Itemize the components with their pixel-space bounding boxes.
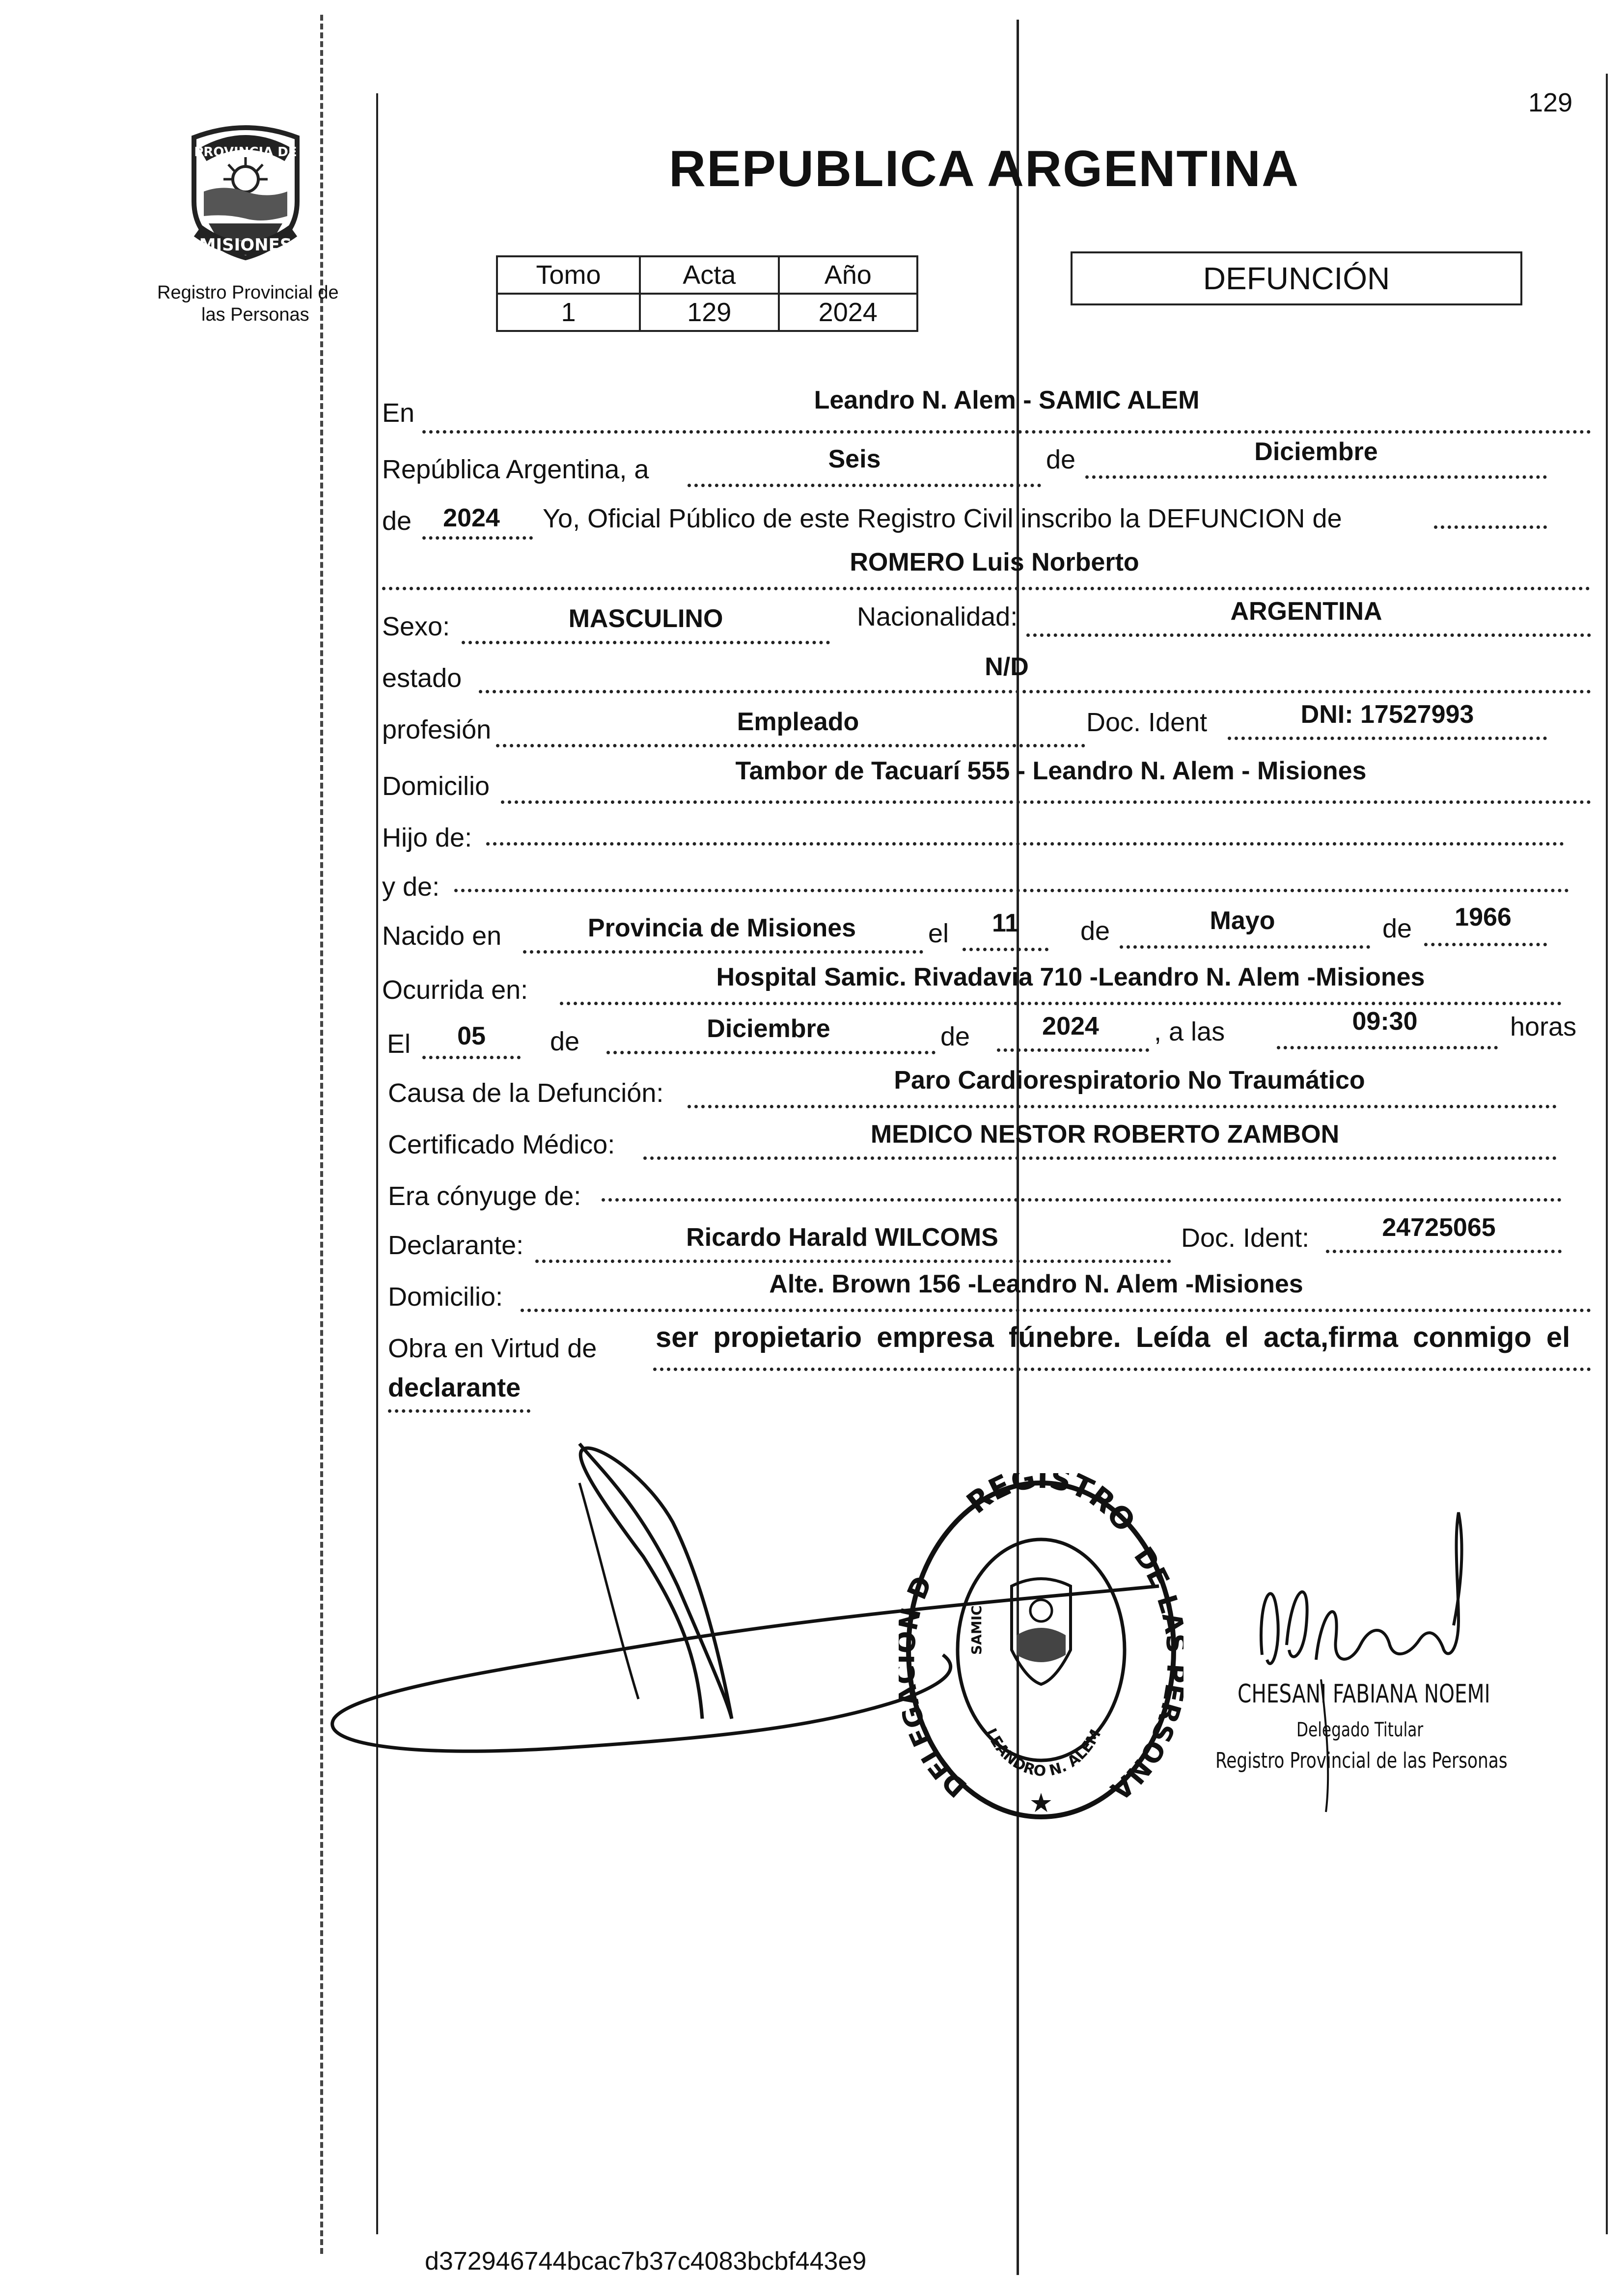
label-declarante: Declarante:: [388, 1231, 524, 1260]
table-header-tomo: Tomo: [497, 256, 640, 294]
line-dni: [1228, 737, 1547, 740]
line-declarante: [535, 1260, 1171, 1263]
label-estado: estado: [382, 663, 462, 693]
label-y-de: y de:: [382, 872, 440, 902]
value-declarante-doc: 24725065: [1382, 1213, 1496, 1242]
value-domicilio: Tambor de Tacuarí 555 - Leandro N. Alem - Misiones: [735, 757, 1367, 785]
line-nacionalidad: [1026, 633, 1591, 637]
value-nacionalidad: ARGENTINA: [1230, 597, 1382, 626]
country-title: REPUBLICA ARGENTINA: [669, 140, 1300, 197]
value-lugar: Leandro N. Alem - SAMIC ALEM: [814, 386, 1200, 414]
line-declarante-doc: [1326, 1250, 1562, 1253]
value-dia-letras: Seis: [828, 445, 881, 473]
form-left-border: [376, 93, 378, 2234]
value-nacido-mes: Mayo: [1210, 906, 1275, 935]
record-type: DEFUNCIÓN: [1203, 261, 1390, 296]
label-hijo-de: Hijo de:: [382, 823, 472, 852]
seal-text-inner-bottom: LEANDRO N. ALEM: [982, 1726, 1105, 1781]
seal-emblem-icon: [1012, 1579, 1071, 1684]
line-fallec-mes: [606, 1051, 936, 1054]
label-obra: Obra en Virtud de: [388, 1334, 597, 1363]
value-sexo: MASCULINO: [568, 604, 723, 633]
line-nacido-anio: [1424, 943, 1547, 946]
signatory-title: Delegado Titular: [1296, 1719, 1424, 1741]
line-nacido-mes: [1120, 945, 1370, 949]
table-value-tomo: 1: [497, 294, 640, 331]
line-nacido-dia: [963, 948, 1048, 951]
value-mes: Diciembre: [1254, 438, 1378, 466]
value-causa: Paro Cardiorespiratorio No Traumático: [894, 1066, 1365, 1095]
line-nombre: [382, 587, 1590, 590]
table-header-anio: Año: [779, 256, 918, 294]
label-ocurrida-en: Ocurrida en:: [382, 975, 528, 1005]
line-domicilio: [501, 800, 1591, 804]
svg-text:DELEGACIÓN DEL: [899, 1473, 973, 1804]
svg-text:LEANDRO N. ALEM: [982, 1726, 1104, 1780]
line-nacido-en: [523, 950, 923, 954]
label-horas: horas: [1510, 1012, 1577, 1042]
left-margin-rule: [320, 15, 323, 2254]
value-fallec-mes: Diciembre: [707, 1015, 830, 1043]
label-conyuge: Era cónyuge de:: [388, 1181, 581, 1211]
label-de-mes: de: [1046, 445, 1076, 474]
table-value-anio: 2024: [779, 294, 918, 331]
value-nacido-dia: 11: [992, 909, 1019, 937]
value-fallec-anio: 2024: [1042, 1012, 1099, 1041]
line-hijo-de: [486, 842, 1564, 846]
label-sexo: Sexo:: [382, 612, 450, 641]
footer-hash: d372946744bcac7b37c4083bcbf443e9: [425, 2247, 867, 2276]
label-profesion: profesión: [382, 715, 492, 744]
label-el: El: [387, 1029, 411, 1059]
label-domicilio-declarante: Domicilio:: [388, 1282, 503, 1312]
value-hora: 09:30: [1352, 1007, 1418, 1036]
value-obra-line2: declarante: [388, 1373, 521, 1402]
table-value-acta: 129: [640, 294, 778, 331]
line-domicilio-declarante: [521, 1309, 1591, 1312]
signatory-name: CHESANI FABIANA NOEMI: [1238, 1679, 1490, 1709]
line-fallec-anio: [997, 1048, 1149, 1052]
line-mes: [1085, 475, 1547, 479]
line-conyuge: [602, 1198, 1562, 1202]
line-dia: [688, 484, 1041, 487]
line-certificado: [643, 1156, 1557, 1160]
line-anio: [422, 536, 533, 540]
label-de-anio: de: [382, 506, 412, 536]
label-causa: Causa de la Defunción:: [388, 1078, 664, 1108]
label-yo-oficial: Yo, Oficial Público de este Registro Civil inscribo la DEFUNCION de: [543, 504, 1342, 533]
label-declarante-doc: Doc. Ident:: [1181, 1223, 1310, 1253]
label-certificado: Certificado Médico:: [388, 1130, 615, 1159]
value-anio: 2024: [443, 504, 500, 532]
value-dni: DNI: 17527993: [1300, 700, 1474, 729]
label-nacionalidad: Nacionalidad:: [857, 602, 1018, 631]
value-declarante: Ricardo Harald WILCOMS: [686, 1223, 998, 1252]
line-obra-2: [388, 1409, 530, 1413]
record-table: [496, 255, 918, 332]
line-profesion: [496, 744, 1085, 747]
value-certificado: MEDICO NESTOR ROBERTO ZAMBON: [870, 1120, 1340, 1149]
record-table-value-row: [497, 294, 917, 331]
value-obra-line1: ser propietario empresa fúnebre. Leída el acta,firma conmigo el: [656, 1321, 1570, 1353]
line-after-defuncion: [1434, 525, 1547, 529]
value-profesion: Empleado: [737, 708, 859, 736]
svg-text:PROVINCIA DE: PROVINCIA DE: [194, 145, 297, 160]
page-number: 129: [1528, 88, 1573, 117]
label-nacido-en: Nacido en: [382, 921, 502, 951]
label-domicilio: Domicilio: [382, 771, 490, 801]
value-nacido-anio: 1966: [1455, 903, 1512, 932]
official-seal: [899, 1473, 1184, 1827]
label-fallec-de-anio: de: [940, 1022, 970, 1051]
seal-text-top: REGISTRO: [960, 1473, 1142, 1539]
line-en: [422, 430, 1591, 434]
record-table-header-row: [497, 256, 917, 294]
seal-star-icon: ★: [1029, 1788, 1053, 1818]
line-sexo: [462, 641, 830, 644]
line-y-de: [454, 889, 1569, 892]
seal-text-inner-left: SAMIC: [968, 1605, 985, 1655]
label-a-las: , a las: [1154, 1017, 1225, 1046]
value-domicilio-declarante: Alte. Brown 156 -Leandro N. Alem -Misiones: [769, 1270, 1303, 1298]
registry-label-line2: las Personas: [201, 304, 309, 325]
registry-label-line1: Registro Provincial de: [157, 282, 339, 303]
value-ocurrida-en: Hospital Samic. Rivadavia 710 -Leandro N. Alem -Misiones: [716, 963, 1425, 991]
svg-text:REGISTRO: [961, 1473, 1142, 1538]
line-ocurrida-en: [560, 1002, 1562, 1005]
seal-text-left: DELEG D: [899, 1571, 973, 1804]
label-doc-ident: Doc. Ident: [1086, 708, 1208, 737]
value-fallec-dia: 05: [457, 1022, 486, 1050]
province-emblem: [174, 118, 317, 260]
svg-text:MISIONES: MISIONES: [199, 235, 292, 255]
value-nombre: ROMERO Luis Norberto: [850, 548, 1139, 576]
record-type-box: [1071, 251, 1522, 305]
label-republica: República Argentina, a: [382, 455, 649, 484]
official-signature: [1242, 1498, 1517, 1841]
signatory-office: Registro Provincial de las Personas: [1215, 1748, 1508, 1773]
line-hora: [1277, 1046, 1498, 1049]
line-obra: [653, 1368, 1591, 1371]
label-nacido-el: el: [928, 919, 949, 948]
seal-text-right: DE L RSONA: [1104, 1541, 1184, 1807]
line-estado: [479, 690, 1591, 693]
table-header-acta: Acta: [640, 256, 778, 294]
value-estado: N/D: [985, 653, 1029, 681]
line-causa: [688, 1105, 1557, 1108]
value-nacido-en: Provincia de Misiones: [587, 914, 856, 942]
line-fallec-dia: [422, 1056, 521, 1059]
label-nacido-de-mes: de: [1080, 916, 1110, 946]
label-en: En: [382, 398, 415, 428]
label-nacido-de-anio: de: [1382, 914, 1412, 943]
form-right-border: [1606, 74, 1608, 2234]
label-fallec-de-mes: de: [550, 1027, 580, 1056]
